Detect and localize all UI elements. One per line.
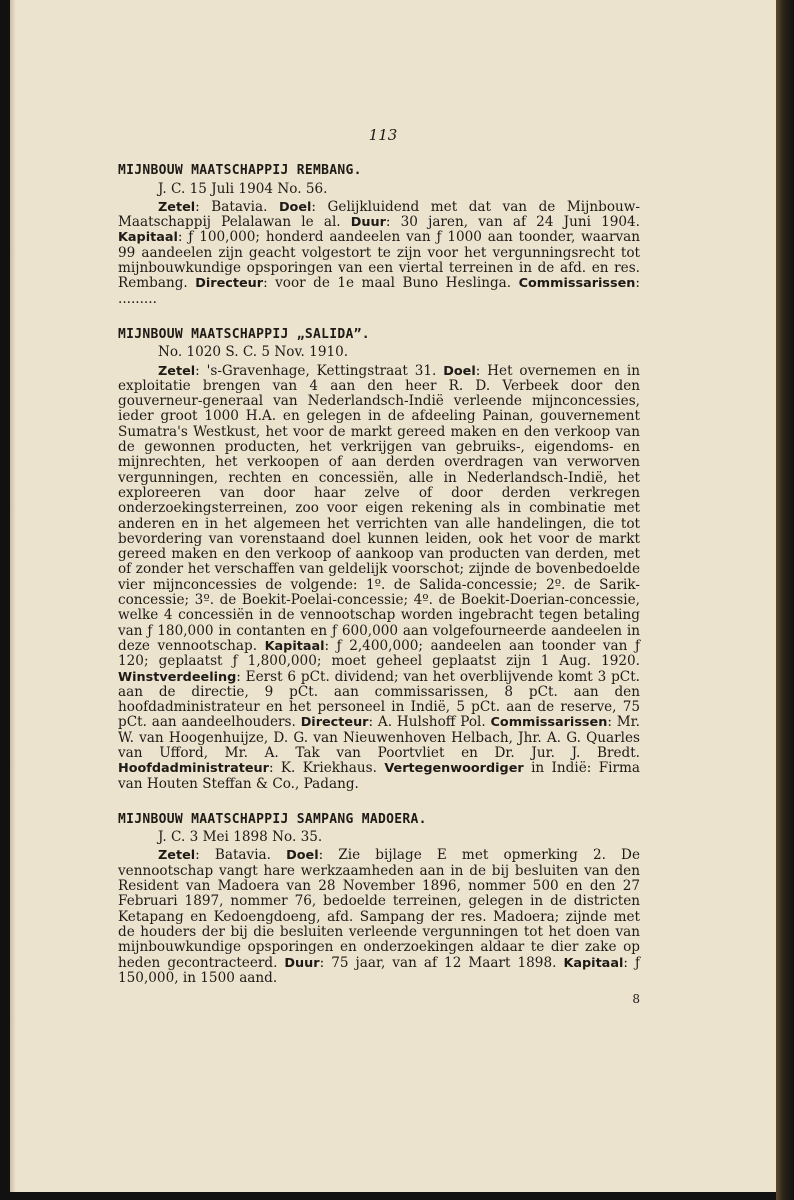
section-body: Zetel: Batavia. Doel: Zie bijlage E met opmerking 2. De vennootschap vangt hare werkzaamheden aan in de bij besluiten van den Resident van Madoera van 28 November 1896, nommer 500 en den 27 Februari 1897, nommer 76, bedoelde terreinen, gelegen in de districten Ketapang en Kedoengdoeng, afd. Sampang der res. Madoera; zijnde met de houders der bij die besluiten verleende vergunningen tot het doen van mijnbouwkundige opsporingen en onderzoekingen aldaar te dier zake op heden gecontracteerd. Duur: 75 jaar, van af 12 Maart 1898. Kapitaal: ƒ 150,000, in 1500 aand. — [118, 847, 640, 986]
field-label: Directeur — [300, 715, 369, 731]
field-label: Hoofdadministrateur — [118, 761, 269, 777]
section-title: MIJNBOUW MAATSCHAPPIJ „SALIDA”. — [118, 326, 370, 342]
field-label: Duur — [350, 215, 386, 231]
field-label: Zetel — [158, 848, 196, 864]
page-spine — [10, 0, 16, 1192]
page-number: 113 — [368, 126, 398, 144]
section-rembang — [118, 163, 640, 307]
section-salida — [118, 327, 640, 792]
section-reference: J. C. 3 Mei 1898 No. 35. — [158, 829, 323, 846]
field-label: Zetel — [158, 363, 196, 379]
sheet-signature-mark: 8 — [632, 992, 640, 1007]
section-reference: J. C. 15 Juli 1904 No. 56. — [158, 180, 328, 197]
section-body: Zetel: 's-Gravenhage, Kettingstraat 31. Doel: Het overnemen en in exploitatie brengen van 4 aan den heer R. D. Verbeek door den gouverneur-generaal van Nederlandsch-Indië verleende mijnconcessies, ieder groot 1000 H.A. en gelegen in de afdeeling Painan, gouvernement Sumatra's Westkust, het voor de markt gereed maken en den verkoop van de gewonnen producten, het verkrijgen van gebruiks-, eigendoms- en mijnrechten, het verkoopen of aan derden overdragen van verworven vergunningen, rechten en concessiën, alle in Nederlandsch-Indië, het exploreeren van door haar zelve of door derden verkregen onderzoekingsterreinen, zoo voor eigen rekening als in combinatie met anderen en in het algemeen het verrichten van alle handelingen, die tot bevordering van vorenstaand doel kunnen leiden, ook het voor de markt gereed maken en den verkoop of aankoop van producten van derden, met of zonder het verschaffen van geldelijk voorschot; zijnde de bovenbedoelde vier mijnconcessies de volgende: 1º. de Salida-concessie; 2º. de Sarik-concessie; 3º. de Boekit-Poelai-concessie; 4º. de Boekit-Doerian-concessie, welke 4 concessiën in de vennootschap worden ingebracht tegen betaling van ƒ 180,000 in contanten en ƒ 600,000 aan volgefourneerde aandeelen in deze vennootschap. Kapitaal: ƒ 2,400,000; aandeelen aan toonder van ƒ 120; geplaatst ƒ 1,800,000; moet geheel geplaatst zijn 1 Aug. 1920. Winstverdeeling: Eerst 6 pCt. dividend; van het overblijvende komt 3 pCt. aan de directie, 9 pCt. aan commissarissen, 8 pCt. aan den hoofdadministrateur en het personeel in Indië, 5 pCt. aan de reserve, 75 pCt. aan aandeelhouders. Directeur: A. Hulshoff Pol. Commissarissen: Mr. W. van Hoogenhuijze, D. G. van Nieuwenhoven Helbach, Jhr. A. G. Quarles van Ufford, Mr. A. Tak van Poortvliet en Dr. Jur. J. Bredt. Hoofdadministrateur: K. Kriekhaus. Vertegenwoordiger in Indië: Firma van Houten Steffan & Co., Padang. — [118, 362, 641, 792]
field-label: Kapitaal — [118, 230, 178, 246]
field-label: Kapitaal — [264, 638, 325, 654]
field-label: Directeur — [195, 276, 264, 292]
section-title: MIJNBOUW MAATSCHAPPIJ REMBANG. — [118, 163, 362, 179]
field-label: Zetel — [158, 199, 196, 215]
field-label: Vertegenwoordiger — [384, 761, 524, 777]
section-reference: No. 1020 S. C. 5 Nov. 1910. — [158, 344, 349, 361]
field-label: Commissarissen — [490, 715, 608, 731]
field-label: Commissarissen — [518, 276, 636, 292]
section-sampang-madoera — [118, 812, 640, 986]
field-label: Doel — [443, 363, 476, 379]
section-body: Zetel: Batavia. Doel: Gelijkluidend met dat van de Mijnbouw-Maatschappij Pelalawan le al. Duur: 30 jaren, van af 24 Juni 1904. Kapitaal: ƒ 100,000; honderd aandeelen van ƒ 1000 aan toonder, waarvan 99 aandeelen zijn geacht volgestort te zijn voor het vergunningsrecht tot mijnbouwkundige opsporingen van een viertal terreinen in de afd. en res. Rembang. Directeur: voor de 1e maal Buno Heslinga. Commissarissen: ......... — [118, 198, 641, 307]
page-content — [118, 128, 640, 1007]
field-label: Doel — [286, 848, 319, 864]
field-label: Kapitaal — [563, 955, 624, 971]
book-edge — [776, 0, 794, 1200]
section-title: MIJNBOUW MAATSCHAPPIJ SAMPANG MADOERA. — [118, 811, 427, 827]
field-label: Doel — [278, 199, 312, 215]
field-label: Winstverdeeling — [118, 669, 237, 685]
field-label: Duur — [284, 955, 320, 971]
